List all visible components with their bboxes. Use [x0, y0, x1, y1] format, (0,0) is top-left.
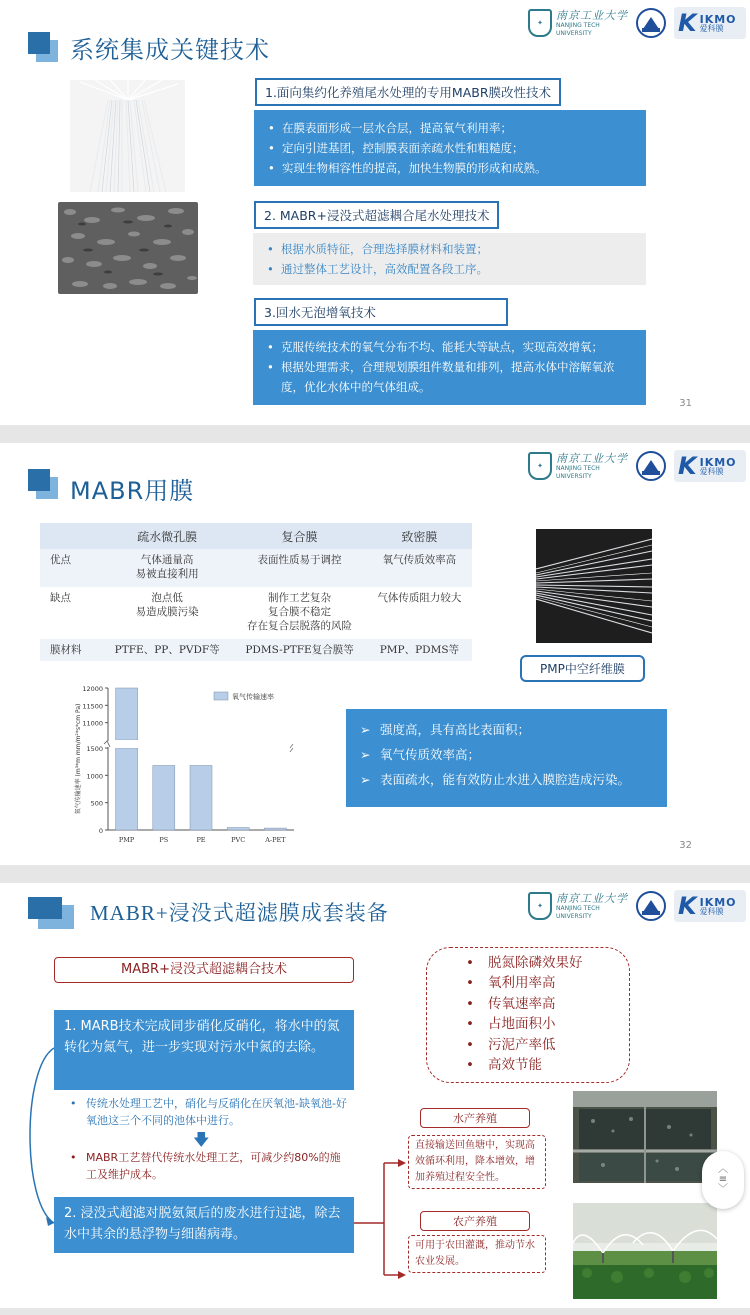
advantage-item: 传氧速率高 — [488, 995, 556, 1012]
feature-item: 表面疏水，能有效防止水进入膜腔造成污染。 — [380, 772, 631, 787]
slide-31 — [0, 0, 750, 425]
legend-swatch — [214, 692, 228, 700]
k-logo-icon: K — [678, 452, 697, 480]
membrane-comparison-table — [40, 523, 472, 661]
table-row: 膜材料 PTFE、PP、PVDF等 PDMS-PTFE复合膜等 PMP、PDMS等 — [40, 639, 472, 661]
tech2-panel: • 根据水质特征，合理选择膜材料和装置； • 通过整体工艺设计，高效配置各段工序。 — [253, 233, 646, 285]
aquaculture-title: 水产养殖 — [420, 1108, 530, 1128]
bar — [116, 688, 138, 740]
table-header: 复合膜 — [232, 523, 366, 549]
sub-bullet-traditional: • 传统水处理工艺中，硝化与反硝化在厌氧池-缺氧池-好氧池这三个不同的池体中进行。 — [70, 1097, 347, 1127]
chevron-down-icon[interactable]: ﹀ — [718, 1184, 728, 1195]
aquaculture-desc: 直接输送回鱼塘中，实现高效循环利用，降本增效，增加养殖过程安全性。 — [408, 1135, 546, 1189]
advantages-list: • 脱氮除磷效果好 • 氧利用率高 • 传氧速率高 • 占地面积小 • 污泥产率低 • 高效节能 — [466, 953, 583, 1075]
y-tick-label: 0 — [98, 827, 103, 835]
agriculture-desc: 可用于农田灌溉，推动节水农业发展。 — [408, 1235, 546, 1273]
tech1-panel: • 在膜表面形成一层水合层，提高氧气利用率； • 定向引进基团，控制膜表面亲疏水性和粗糙度； • 实现生物相容性的提高，加快生物膜的形成和成熟。 — [254, 110, 646, 186]
membrane-society-logo-icon — [636, 451, 666, 481]
x-tick-label: PVC — [231, 836, 246, 844]
grip-icon[interactable]: ≡ — [718, 1174, 728, 1185]
tech1-bullet: 定向引进基团，控制膜表面亲疏水性和粗糙度； — [282, 141, 524, 155]
arrow-bullet-icon: ➢ — [360, 772, 371, 787]
ikmo-logo: K IKMO 爱科膜 — [674, 890, 746, 922]
njtech-shield-icon: ✦ — [528, 9, 552, 37]
oxygen-transfer-chart — [68, 678, 300, 853]
chevron-up-icon[interactable]: ︿ — [718, 1164, 728, 1175]
bar — [116, 748, 138, 830]
ikmo-logo: K IKMO 爱科膜 — [674, 7, 746, 39]
tech1-heading: 1.面向集约化养殖尾水处理的专用MABR膜改性技术 — [255, 78, 561, 106]
step1-panel: 1. MARB技术完成同步硝化反硝化，将水中的氮转化为氮气，进一步实现对污水中氮的去除。 — [54, 1010, 354, 1090]
tech2-bullet: 根据水质特征，合理选择膜材料和装置； — [281, 242, 488, 256]
slide-33 — [0, 883, 750, 1308]
k-logo-icon: K — [678, 9, 697, 37]
x-tick-label: PE — [196, 836, 206, 844]
tech3-bullet: 根据处理需求，合理规划膜组件数量和排列，提高水体中溶解氧浓度，优化水体中的气体组成。 — [281, 360, 615, 394]
y-tick-label: 1500 — [86, 745, 103, 753]
tech1-bullet: 实现生物相容性的提高，加快生物膜的形成和成熟。 — [282, 161, 547, 175]
axis-break-mark-right — [290, 744, 293, 752]
page-number: 32 — [679, 840, 692, 851]
arrow-bullet-icon: ➢ — [360, 747, 371, 762]
slide-title: MABR用膜 — [70, 477, 195, 505]
advantage-item: 高效节能 — [488, 1057, 542, 1074]
feature-item: 强度高，具有高比表面积； — [380, 722, 531, 737]
feature-item: 氧气传质效率高； — [380, 747, 481, 762]
tech3-panel: • 克服传统技术的氧气分布不均、能耗大等缺点，实现高效增氧； • 根据处理需求，合理规划膜组件数量和排列，提高水体中溶解氧浓度，优化水体中的气体组成。 — [253, 330, 646, 405]
tech3-heading: 3.回水无泡增氧技术 — [254, 298, 508, 326]
bar — [227, 828, 249, 830]
features-panel — [346, 709, 667, 807]
membrane-society-logo-icon — [636, 8, 666, 38]
y-axis-label: 氧气传输速率 (m³*m mm/m²*s*cm Pa) — [75, 703, 82, 815]
tech3-bullet: 克服传统技术的氧气分布不均、能耗大等缺点，实现高效增氧； — [281, 340, 603, 354]
table-header: 致密膜 — [367, 523, 472, 549]
bar — [153, 765, 175, 830]
legend-label: 氧气传输速率 — [232, 693, 274, 701]
title-decoration-dark — [28, 469, 50, 491]
table-row: 缺点 泡点低 易造成膜污染 制作工艺复杂 复合膜不稳定 存在复合层脱落的风险 气体传质阻力较大 — [50, 592, 462, 632]
y-tick-label: 500 — [90, 799, 103, 808]
slide-32 — [0, 443, 750, 865]
advantage-item: 污泥产率低 — [488, 1036, 556, 1053]
table-header: 疏水微孔膜 — [102, 523, 232, 549]
table-header — [40, 523, 102, 549]
sub-bullet-mabr: • MABR工艺替代传统水处理工艺，可减少约80%的施工及维护成本。 — [70, 1151, 341, 1181]
coupling-heading: MABR+浸没式超滤耦合技术 — [54, 957, 354, 983]
tech1-bullet: 在膜表面形成一层水合层，提高氧气利用率； — [282, 121, 512, 135]
y-tick-label: 11000 — [82, 719, 103, 728]
slide-title: 系统集成关键技术 — [70, 36, 270, 64]
bar — [264, 828, 286, 830]
irrigation-photo — [573, 1203, 717, 1299]
fiber-bundle-image — [70, 80, 185, 192]
ikmo-logo: K IKMO 爱科膜 — [674, 450, 746, 482]
step2-panel: 2. 浸没式超滤对脱氨氮后的废水进行过滤，除去水中其余的悬浮物与细菌病毒。 — [54, 1197, 354, 1253]
arrow-down-icon: 🡇 — [193, 1130, 210, 1149]
slide-title: MABR+浸没式超滤膜成套装备 — [90, 901, 389, 925]
njtech-shield-icon: ✦ — [528, 892, 552, 920]
x-tick-label: PMP — [118, 836, 135, 844]
y-tick-label: 1000 — [86, 772, 103, 781]
logo-bar — [528, 6, 746, 40]
logo-bar — [528, 449, 746, 483]
scroll-button[interactable] — [702, 1151, 744, 1209]
y-tick-label: 12000 — [82, 685, 103, 693]
page-number: 31 — [679, 398, 692, 409]
agriculture-title: 农产养殖 — [420, 1211, 530, 1231]
x-tick-label: PS — [159, 836, 169, 844]
k-logo-icon: K — [678, 892, 697, 920]
pmp-fiber-label: PMP中空纤维膜 — [520, 655, 645, 682]
fish-pond-photo — [573, 1091, 717, 1183]
pmp-fiber-image — [536, 529, 652, 643]
x-tick-label: A-PET — [265, 836, 286, 844]
title-decoration-dark — [28, 32, 50, 54]
bar-break-gap — [115, 740, 139, 748]
membrane-sem-image — [58, 202, 198, 294]
axis-break — [104, 741, 112, 747]
advantage-item: 占地面积小 — [488, 1016, 556, 1033]
tech2-heading: 2. MABR+浸没式超滤耦合尾水处理技术 — [254, 201, 499, 229]
y-tick-label: 11500 — [82, 702, 103, 711]
njtech-logo: ✦ 南京工业大学 NANJING TECH UNIVERSITY — [528, 452, 628, 480]
arrow-bullet-icon: ➢ — [360, 722, 371, 737]
bar — [190, 765, 212, 830]
advantage-item: 氧利用率高 — [488, 975, 556, 992]
advantage-item: 脱氮除磷效果好 — [488, 955, 583, 971]
njtech-shield-icon: ✦ — [528, 452, 552, 480]
table-row: 优点 气体通量高 易被直接利用 表面性质易于调控 氧气传质效率高 — [40, 549, 472, 587]
njtech-logo: ✦ 南京工业大学 NANJING TECH UNIVERSITY — [528, 9, 628, 37]
tech2-bullet: 通过整体工艺设计，高效配置各段工序。 — [281, 262, 488, 276]
njtech-logo: ✦ 南京工业大学 NANJING TECH UNIVERSITY — [528, 892, 628, 920]
